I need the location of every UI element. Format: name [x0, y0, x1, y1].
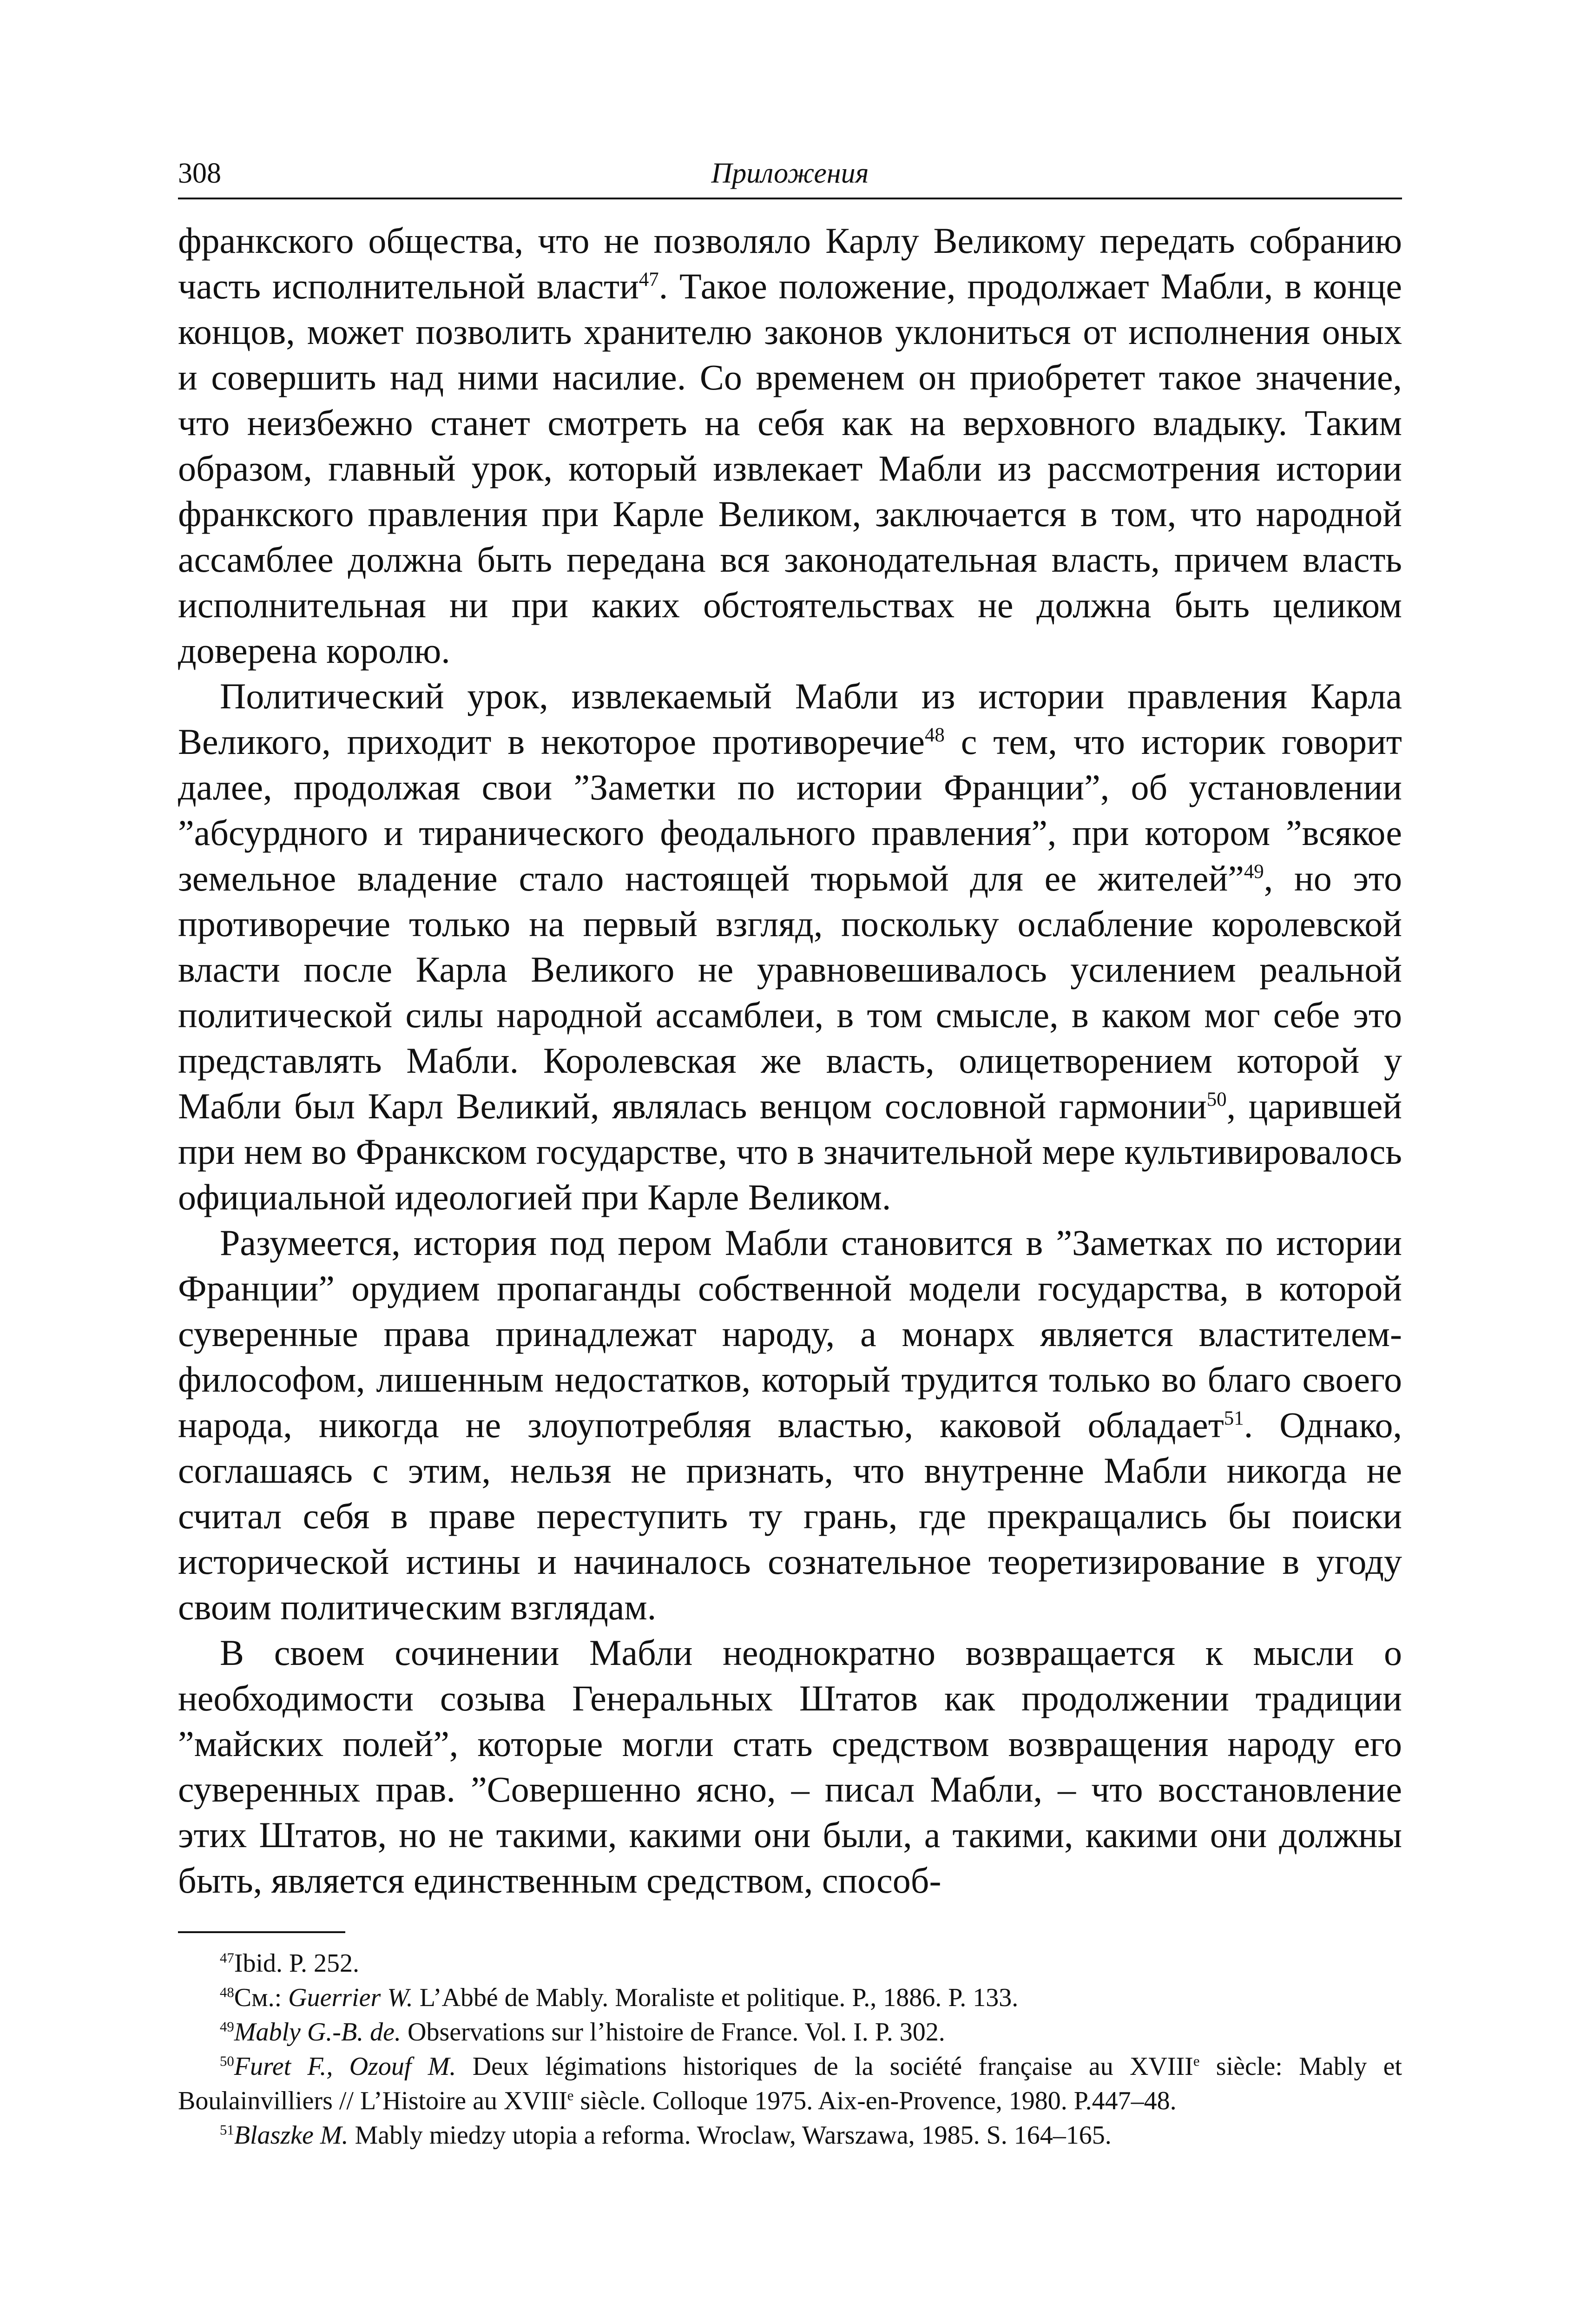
book-page [178, 153, 1402, 2152]
paragraph-2-text-b: с тем, что историк говорит далее, продолжая свои ”Заметки по истории Франции”, об установлении ”абсурдного и тиранического феодального правления”, при котором ”всякое земельное владение стало настоящей тюрьмой для ее жителей” [178, 721, 1402, 898]
main-text [178, 218, 1402, 1903]
footnote-47-number: 47 [220, 1950, 234, 1966]
footnote-49 [178, 2015, 1402, 2049]
paragraph-3-text-b: . Однако, соглашаясь с этим, нельзя не признать, что внутренне Мабли никогда не считал себя в праве переступить ту грань, где прекращались бы поиски исторической истины и начиналось сознательное теоретизирование в угоду своим политическим взглядам. [178, 1405, 1402, 1627]
footnote-47-text: Ibid. P. 252. [234, 1949, 359, 1978]
section-title: Приложения [711, 158, 869, 189]
footnote-ref-49: 49 [1244, 861, 1264, 883]
footnote-50-text-b: siècle: Mably et Boulainvilliers // L’Histoire au XVIII [178, 2052, 1402, 2115]
footnote-48-author: Guerrier W. [288, 1983, 413, 2012]
footnote-ref-50: 50 [1206, 1089, 1227, 1110]
footnote-49-author: Mably G.-B. de. [234, 2018, 402, 2047]
footnote-48-prefix: См.: [234, 1983, 289, 2012]
paragraph-1 [178, 218, 1402, 673]
footnote-50-century-suffix-1: e [1193, 2053, 1200, 2069]
footnote-48-number: 48 [220, 1984, 234, 2000]
paragraph-3 [178, 1220, 1402, 1630]
paragraph-2 [178, 673, 1402, 1220]
footnote-48-text: L’Abbé de Mably. Moraliste et politique. P., 1886. P. 133. [413, 1983, 1019, 2012]
paragraph-2-text-d: , царившей при нем во Франкском государстве, что в значительной мере культивировалось официальной идеологией при Карле Великом. [178, 1086, 1402, 1217]
footnote-50-text-c: siècle. Colloque 1975. Aix-en-Provence, 1980. P.447–48. [573, 2086, 1177, 2115]
footnote-ref-48: 48 [924, 724, 945, 746]
footnote-50-author: Furet F., Ozouf M. [234, 2052, 456, 2081]
paragraph-3-text-a: Разумеется, история под пером Мабли становится в ”Заметках по истории Франции” орудием пропаганды собственной модели государства, в которой суверенные права принадлежат народу, а монарх является властителем-философом, лишенным недостатков, который трудится только во благо своего народа, никогда не злоупотребляя властью, каковой обладает [178, 1222, 1402, 1445]
footnote-49-text: Observations sur l’histoire de France. Vol. I. P. 302. [401, 2018, 945, 2047]
paragraph-1-text-b: . Такое положение, продолжает Мабли, в конце концов, может позволить хранителю законов уклониться от исполнения оных и совершить над ними насилие. Со временем он приобретет такое значение, что неизбежно станет смотреть на себя как на верховного владыку. Таким образом, главный урок, который извлекает Мабли из рассмотрения истории франкского правления при Карле Великом, заключается в том, что народной ассамблее должна быть передана вся законодательная власть, причем власть исполнительная ни при каких обстоятельствах не должна быть целиком доверена королю. [178, 266, 1402, 671]
footnote-51 [178, 2118, 1402, 2152]
footnote-50 [178, 2049, 1402, 2118]
footnote-51-number: 51 [220, 2122, 234, 2138]
footnote-separator [178, 1931, 345, 1933]
footnote-50-century-suffix-2: e [567, 2087, 574, 2104]
page-number: 308 [178, 158, 221, 189]
footnote-47 [178, 1946, 1402, 1981]
footnotes [178, 1946, 1402, 2152]
paragraph-2-text-c: , но это противоречие только на первый взгляд, поскольку ослабление королевской власти после Карла Великого не уравновешивалось усилением реальной политической силы народной ассамблеи, в том смысле, в каком мог себе это представлять Мабли. Королевская же власть, олицетворением которой у Мабли был Карл Великий, являлась венцом сословной гармонии [178, 858, 1402, 1126]
footnote-51-author: Blaszke M. [234, 2121, 349, 2150]
footnote-ref-47: 47 [639, 269, 659, 290]
paragraph-1-text-a: франкского общества, что не позволяло Карлу Великому передать собранию часть исполнительной власти [178, 220, 1402, 306]
running-head [178, 153, 1402, 199]
footnote-50-number: 50 [220, 2053, 234, 2069]
paragraph-2-text-a: Политический урок, извлекаемый Мабли из истории правления Карла Великого, приходит в некоторое противоречие [178, 676, 1402, 762]
footnote-ref-51: 51 [1224, 1407, 1244, 1429]
footnote-48 [178, 1981, 1402, 2015]
footnote-49-number: 49 [220, 2019, 234, 2035]
paragraph-4: В своем сочинении Мабли неоднократно возвращается к мысли о необходимости созыва Генеральных Штатов как продолжении традиции ”майских полей”, которые могли стать средством возвращения народу его суверенных прав. ”Совершенно ясно, – писал Мабли, – что восстановление этих Штатов, но не такими, какими они были, а такими, какими они должны быть, является единственным средством, способ- [178, 1632, 1402, 1901]
footnote-50-text-a: Deux légimations historiques de la société française au XVIII [456, 2052, 1193, 2081]
footnote-51-text: Mably miedzy utopia a reforma. Wroclaw, Warszawa, 1985. S. 164–165. [348, 2121, 1112, 2150]
